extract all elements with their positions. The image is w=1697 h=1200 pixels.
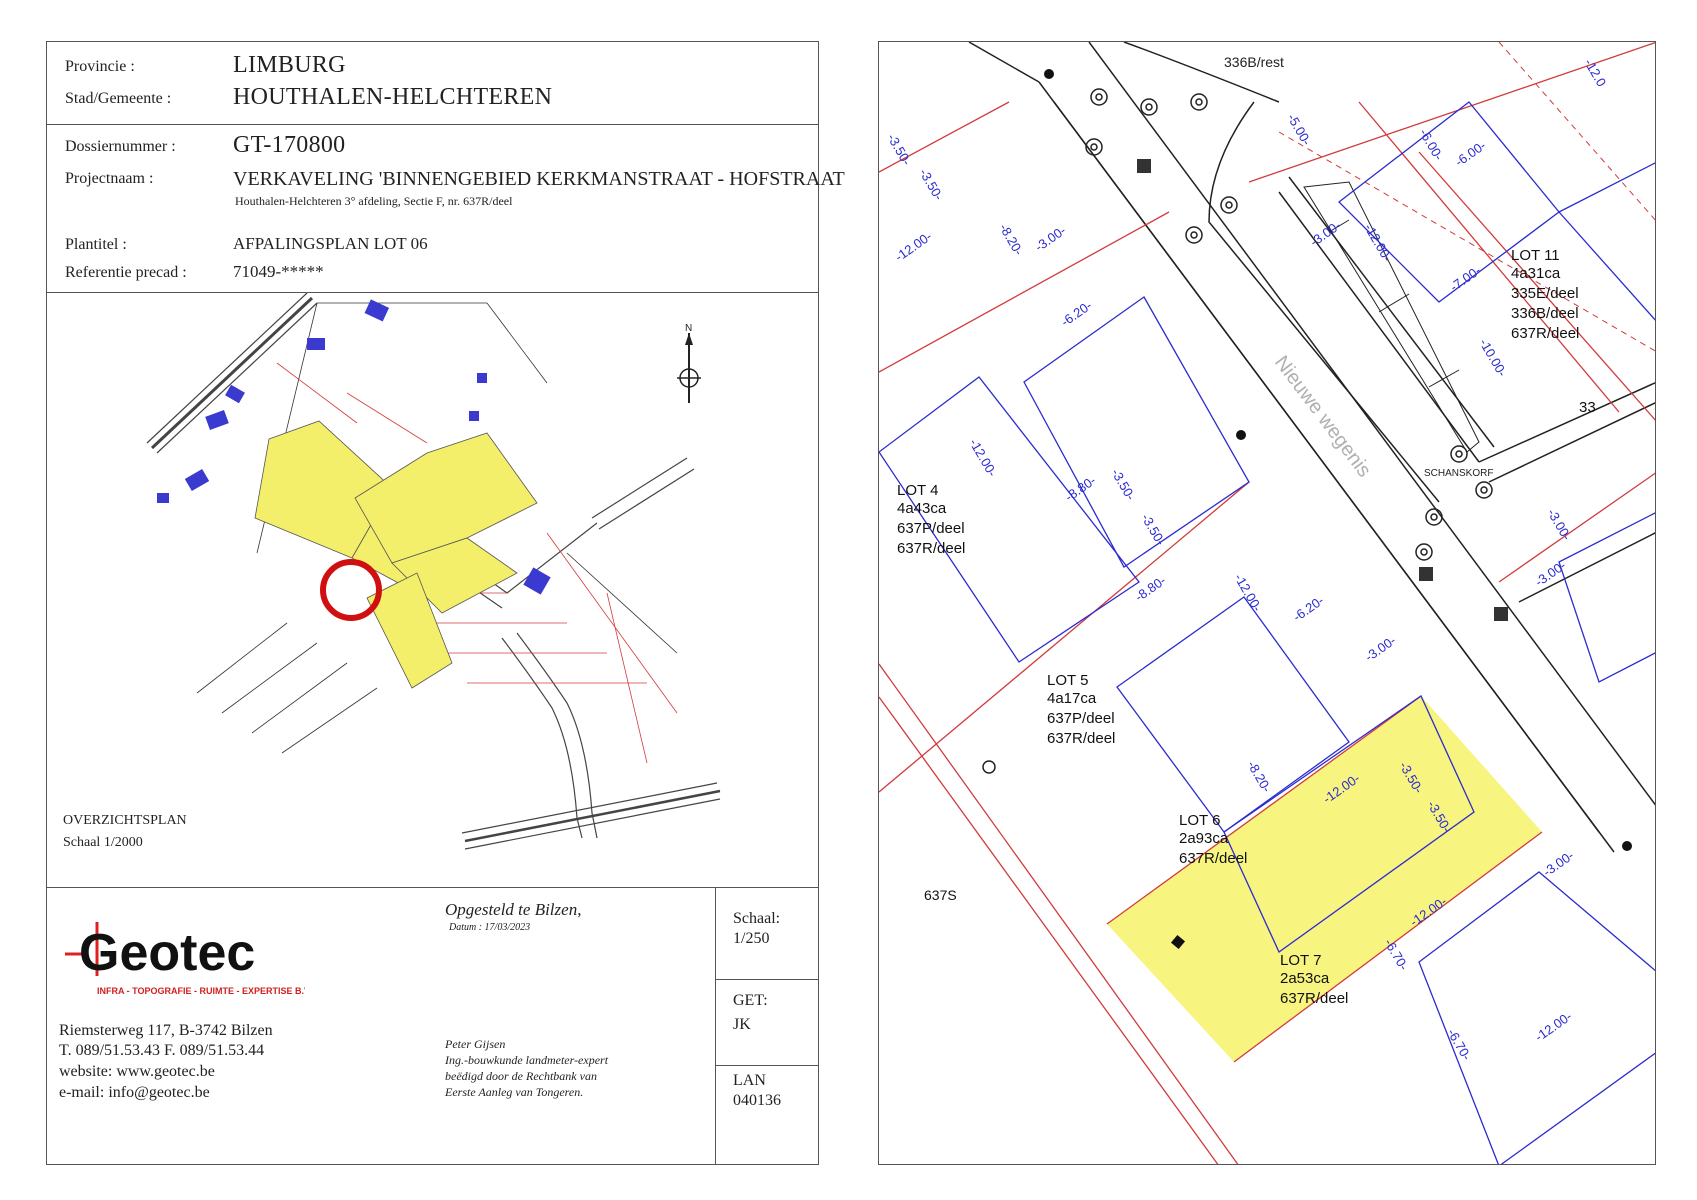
schaal-value: 1/250 [733, 930, 770, 947]
plan-text: LOT 4 [897, 482, 939, 499]
plan-text: 2a53ca [1280, 970, 1330, 987]
plan-text: LOT 6 [1179, 812, 1221, 829]
provincie-value: LIMBURG [233, 52, 346, 78]
plan-text: -3.00- [1307, 217, 1344, 250]
schanskorf-label: SCHANSKORF [1424, 468, 1494, 479]
plan-text: -3.50- [1138, 511, 1169, 548]
lot4-label [897, 482, 965, 557]
title-sheet [46, 41, 845, 1165]
detail-plan-sheet [878, 41, 1656, 1165]
plan-text: -3.00- [1032, 222, 1069, 255]
plan-text: -3.00- [1544, 506, 1575, 543]
plan-text: 4a17ca [1047, 690, 1097, 707]
plan-text: -6.70- [1381, 936, 1412, 973]
plan-text: -3.50- [1396, 759, 1427, 796]
plan-text: -12.00- [892, 228, 935, 265]
signer-name: Peter Gijsen [445, 1037, 506, 1051]
geotec-logo [65, 914, 305, 1004]
plan-text: 4a31ca [1511, 265, 1561, 282]
ref-value: 71049-***** [233, 262, 324, 281]
plan-text: LOT 5 [1047, 672, 1089, 689]
plan-text: -12.0 [1581, 56, 1610, 90]
plan-text: LOT 7 [1280, 952, 1322, 969]
plan-text: 637R/deel [1179, 850, 1248, 867]
plan-text: -6.20- [1290, 592, 1327, 625]
plan-text: -5.00- [1284, 111, 1315, 148]
email: e-mail: info@geotec.be [59, 1084, 210, 1101]
plan-text: 637R/deel [897, 540, 966, 557]
plan-text: -6.20- [1058, 297, 1095, 330]
lan-value: 040136 [733, 1092, 781, 1109]
phone: T. 089/51.53.43 F. 089/51.53.44 [59, 1042, 265, 1059]
lot-location-marker [323, 562, 379, 618]
divider [715, 979, 818, 980]
plan-text: -12.00- [1231, 571, 1265, 615]
overview-map [47, 293, 817, 887]
plan-text: -8.80- [1132, 572, 1169, 605]
svg-text:Geotec: Geotec [79, 924, 256, 982]
project-value: VERKAVELING 'BINNENGEBIED KERKMANSTRAAT - HOFSTRAAT [233, 168, 845, 190]
parcel-336b: 336B/rest [1224, 54, 1284, 70]
plan-text: -8.20- [996, 221, 1027, 258]
plan-text: -3.50- [1108, 466, 1139, 503]
plan-text: -3.50- [1424, 798, 1455, 835]
overview-title: OVERZICHTSPLAN [63, 813, 187, 828]
overview-scale: Schaal 1/2000 [63, 835, 143, 850]
plan-text: 2a93ca [1179, 830, 1229, 847]
plan-text: -3.00- [1540, 847, 1577, 880]
project-subtitle: Houthalen-Helchteren 3° afdeling, Sectie F, nr. 637R/deel [235, 194, 513, 208]
lan-label: LAN [733, 1072, 766, 1089]
plan-text: -3.50- [916, 166, 947, 203]
plan-text: -8.20- [1244, 758, 1275, 795]
divider [47, 887, 818, 888]
plan-text: -10.00- [1476, 336, 1510, 380]
plan-text: LOT 11 [1511, 247, 1560, 264]
plan-text: 637P/deel [897, 520, 965, 537]
divider [47, 124, 818, 125]
plan-text: -12.00- [1407, 893, 1450, 930]
north-arrow-icon [677, 323, 701, 403]
plan-text: -3.00- [1362, 632, 1399, 665]
website: website: www.geotec.be [59, 1063, 215, 1080]
address: Riemsterweg 117, B-3742 Bilzen [59, 1022, 273, 1039]
dossier-label: Dossiernummer : [65, 138, 176, 155]
plan-text: -3.00- [1532, 557, 1569, 590]
signer-title: Ing.-bouwkunde landmeter-expert [445, 1053, 609, 1067]
signer-sworn: beëdigd door de Rechtbank van [445, 1069, 597, 1083]
datum: Datum : 17/03/2023 [449, 922, 531, 933]
plan-text: -6.00- [1452, 137, 1489, 170]
plan-text: 637P/deel [1047, 710, 1115, 727]
plan-text: 335E/deel [1511, 285, 1579, 302]
svg-text:N: N [685, 323, 693, 334]
parcel-637s: 637S [924, 887, 957, 903]
detail-plan [879, 42, 1656, 1165]
divider [715, 887, 716, 1164]
street-label: Nieuwe wegenis [1270, 351, 1376, 482]
project-label: Projectnaam : [65, 170, 154, 187]
signer-court: Eerste Aanleg van Tongeren. [445, 1085, 584, 1099]
lot11-label [1511, 247, 1579, 342]
plan-text: 4a43ca [897, 500, 947, 517]
plan-text: 637R/deel [1511, 325, 1580, 342]
plan-text: -12.00- [966, 436, 1000, 480]
divider [715, 1065, 818, 1066]
lot6-highlight [1107, 696, 1542, 1062]
get-value: JK [733, 1016, 751, 1033]
svg-text:INFRA - TOPOGRAFIE - RUIMTE -: INFRA - TOPOGRAFIE - RUIMTE - EXPERTISE B.V. [97, 986, 305, 996]
parcel-33: 33 [1579, 399, 1596, 416]
plan-text: -7.00- [1447, 262, 1484, 295]
plan-text: -8.80- [1062, 472, 1099, 505]
plan-text: -12.00- [1320, 770, 1363, 807]
get-label: GET: [733, 992, 768, 1009]
plantitel-value: AFPALINGSPLAN LOT 06 [233, 234, 428, 253]
opgesteld: Opgesteld te Bilzen, [445, 900, 582, 919]
plan-text: -3.50- [884, 131, 915, 168]
plan-text: -12.00- [1361, 221, 1395, 265]
plan-text: 336B/deel [1511, 305, 1579, 322]
schaal-label: Schaal: [733, 910, 781, 927]
gemeente-label: Stad/Gemeente : [65, 90, 172, 107]
plan-text: 637R/deel [1047, 730, 1116, 747]
plantitel-label: Plantitel : [65, 236, 127, 253]
gemeente-value: HOUTHALEN-HELCHTEREN [233, 84, 553, 110]
provincie-label: Provincie : [65, 58, 135, 75]
plan-text: -6.00- [1416, 126, 1447, 163]
plan-text: -6.70- [1444, 1026, 1475, 1063]
ref-label: Referentie precad : [65, 264, 187, 281]
dossier-value: GT-170800 [233, 132, 346, 158]
plan-text: 637R/deel [1280, 990, 1349, 1007]
plan-text: -12.00- [1532, 1008, 1575, 1045]
lot5-label [1047, 672, 1115, 747]
